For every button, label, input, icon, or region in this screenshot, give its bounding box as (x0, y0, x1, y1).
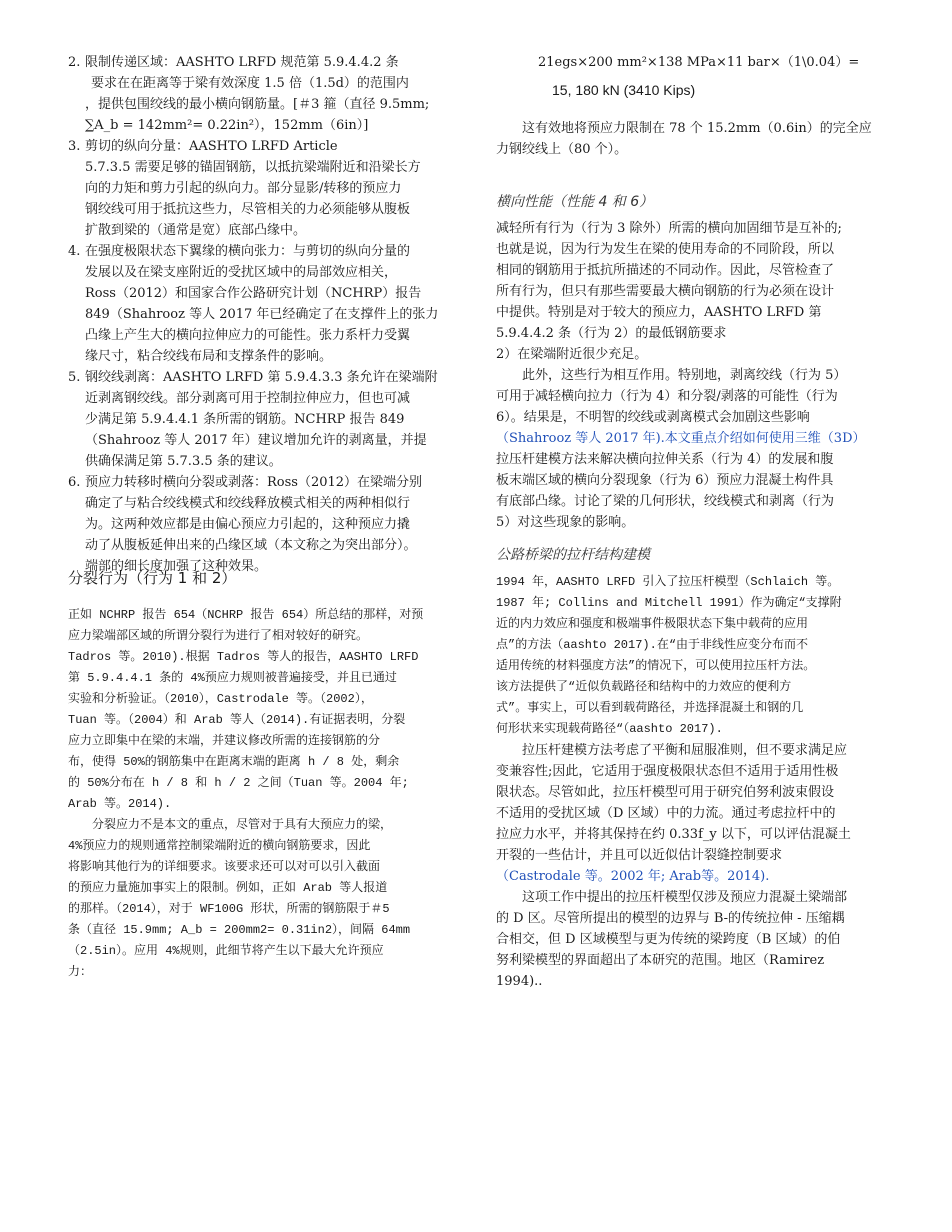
text-line: 近的内力效应和强度和极端事件极限状态下集中载荷的应用 (496, 617, 809, 631)
text-line: 2）在梁端附近很少充足。 (496, 347, 648, 362)
text-line: 可用于减轻横向拉力（行为 4）和分裂/剥落的可能性（行为 (496, 389, 838, 404)
text-line: 适用传统的材料强度方法”的情况下，可以使用拉压杆方法。 (496, 659, 816, 673)
paragraph-transverse-1 (496, 218, 898, 365)
section-heading-strut-tie: 公路桥梁的拉杆结构建模 (496, 547, 650, 563)
paragraph-strut-tie-1 (496, 572, 898, 740)
text-line: 拉应力水平，并将其保持在约 0.33f_y 以下，可以评估混凝土 (496, 827, 851, 842)
text-line: 开裂的一些估计，并且可以近似估计裂缝控制要求 (496, 848, 783, 863)
text-line: 5.9.4.4.2 条（行为 2）的最低钢筋要求 (496, 326, 727, 341)
text-line: 也就是说，因为行为发生在梁的使用寿命的不同阶段，所以 (496, 242, 835, 257)
text-line: 的 50%分布在 h / 8 和 h / 2 之间（Tuan 等。2004 年; (68, 776, 409, 790)
text-line: 凸缘上产生大的横向拉伸应力的可能性。张力系杆力受翼 (85, 328, 411, 343)
text-line: 布，使得 50%的钢筋集中在距离末端的距离 h / 8 处，剩余 (68, 755, 400, 769)
paragraph-strand-limit (496, 118, 898, 160)
text-line: 端部的细长度加强了这种效果。 (85, 559, 268, 574)
text-line: 849（Shahrooz 等人 2017 年已经确定了在支撑件上的张力 (85, 307, 439, 322)
behavior-list (68, 52, 473, 577)
text-line: 限状态。尽管如此，拉压杆模型可用于研究伯努利波束假设 (496, 785, 835, 800)
text-line: 缘尺寸，粘合绞线布局和支撑条件的影响。 (85, 349, 333, 364)
text-line: （Castrodale 等。2002 年; Arab等。2014). (496, 869, 770, 884)
text-line: 分裂应力不是本文的重点，尽管对于具有大预应力的梁， (92, 818, 393, 832)
prestress-result: 15, 180 kN (3410 Kips) (552, 82, 696, 98)
text-line: 将影响其他行为的详细要求。该要求还可以对可以引入截面 (68, 860, 381, 874)
text-line: 板末端区域的横向分裂现象（行为 6）预应力混凝土构件具 (496, 473, 834, 488)
text-line: 合相交，但 D 区域模型与更为传统的梁跨度（B 区域）的伯 (496, 932, 841, 947)
text-line: 确定了与粘合绞线模式和绞线释放模式相关的两种相似行 (85, 496, 411, 511)
list-number: 5. (68, 370, 81, 385)
text-line: 的 D 区。尽管所提出的模型的边界与 B-的传统拉伸 - 压缩耦 (496, 911, 845, 926)
paragraph-transverse-2 (496, 365, 898, 533)
list-number: 4. (68, 244, 81, 259)
text-line: （Shahrooz 等人 2017 年）建议增加允许的剥离量，并提 (85, 433, 427, 448)
list-number: 3. (68, 139, 81, 154)
text-line: 拉压杆建模方法考虑了平衡和屈服准则，但不要求满足应 (522, 743, 848, 758)
text-line: ∑A_b = 142mm²= 0.22in²），152mm（6in）] (85, 118, 369, 133)
text-line: Arab 等。2014). (68, 797, 172, 811)
text-line: 点”的方法（aashto 2017).在“由于非线性应变分布而不 (496, 638, 809, 652)
prestress-formula: 21egs×200 mm²×138 MPa×11 bar×（1\0.04）= (538, 55, 860, 70)
text-line: 4%预应力的规则通常控制梁端附近的横向钢筋要求，因此 (68, 839, 371, 853)
text-line: 条（直径 15.9mm; A_b = 200mm2= 0.31in2），间隔 64mm (68, 923, 411, 937)
list-item (68, 52, 473, 136)
text-line: 动了从腹板延伸出来的凸缘区域（本文称之为突出部分）。 (85, 538, 417, 553)
text-line: 为。这两种效应都是由偏心预应力引起的，这种预应力撬 (85, 517, 411, 532)
text-line: 第 5.9.4.4.1 条的 4%预应力规则被普遍接受，并且已通过 (68, 671, 397, 685)
text-line: 该方法提供了“近似负载路径和结构中的力效应的便利方 (496, 680, 792, 694)
text-line: Tuan 等。（2004）和 Arab 等人（2014).有证据表明，分裂 (68, 713, 406, 727)
list-item (68, 472, 473, 577)
text-line: 6）。结果是，不明智的绞线或剥离模式会加剧这些影响 (496, 410, 810, 425)
paragraph-splitting-1 (68, 605, 473, 815)
list-number: 2. (68, 55, 81, 70)
list-item (68, 367, 473, 472)
section-heading-transverse: 横向性能（性能 4 和 6） (496, 194, 654, 210)
text-line: 相同的钢筋用于抵抗所描述的不同动作。因此，尽管检查了 (496, 263, 835, 278)
text-line: 这项工作中提出的拉压杆模型仅涉及预应力混凝土梁端部 (522, 890, 848, 905)
text-line: 不适用的受扰区域（D 区域）中的力流。通过考虑拉杆中的 (496, 806, 836, 821)
text-line: 此外，这些行为相互作用。特别地，剥离绞线（行为 5） (522, 368, 847, 383)
text-line: 5.7.3.5 需要足够的锚固钢筋，以抵抗梁端附近和沿梁长方 (85, 160, 421, 175)
text-line: （Shahrooz 等人 2017 年).本文重点介绍如何使用三维（3D） (496, 431, 866, 446)
text-line: 5）对这些现象的影响。 (496, 515, 635, 530)
text-line: Tadros 等。2010).根据 Tadros 等人的报告，AASHTO LRFD (68, 650, 419, 664)
text-line: 钢绞线剥离：AASHTO LRFD 第 5.9.4.3.3 条允许在梁端附 (85, 370, 438, 385)
text-line: 的预应力量施加事实上的限制。例如，正如 Arab 等人报道 (68, 881, 388, 895)
text-line: ，提供包围绞线的最小横向钢筋量。[＃3 箍（直径 9.5mm; (85, 97, 430, 112)
text-line: 实验和分析验证。（2010），Castrodale 等。（2002）， (68, 692, 373, 706)
text-line: 发展以及在梁支座附近的受扰区域中的局部效应相关， (85, 265, 398, 280)
text-line: 近剥离钢绞线。部分剥离可用于控制拉伸应力，但也可减 (85, 391, 411, 406)
text-line: 1994 年，AASHTO LRFD 引入了拉压杆模型（Schlaich 等。 (496, 575, 840, 589)
text-line: 减轻所有行为（行为 3 除外）所需的横向加固细节是互补的; (496, 221, 842, 236)
text-line: 何形状来实现载荷路径“（aashto 2017). (496, 722, 723, 736)
list-item (68, 136, 473, 241)
paragraph-strut-tie-3 (496, 887, 898, 992)
text-line: 变兼容性;因此，它适用于强度极限状态但不适用于适用性极 (496, 764, 839, 779)
text-line: （2.5in）。应用 4%规则，此细节将产生以下最大允许预应 (68, 944, 384, 958)
text-line: 努利梁模型的界面超出了本研究的范围。地区（Ramirez (496, 953, 825, 968)
text-line: 所有行为，但只有那些需要最大横向钢筋的行为必须在设计 (496, 284, 835, 299)
text-line: Ross（2012）和国家合作公路研究计划（NCHRP）报告 (85, 286, 422, 301)
text-line: 这有效地将预应力限制在 78 个 15.2mm（0.6in）的完全应 (522, 121, 872, 136)
text-line: 应力立即集中在梁的末端，并建议修改所需的连接钢筋的分 (68, 734, 381, 748)
list-number: 6. (68, 475, 81, 490)
text-line: 扩散到梁的（通常是宽）底部凸缘中。 (85, 223, 307, 238)
text-line: 的那样。（2014），对于 WF100G 形状，所需的钢筋限于＃5 (68, 902, 390, 916)
text-line: 有底部凸缘。讨论了梁的几何形状，绞线模式和剥离（行为 (496, 494, 835, 509)
text-line: 1994).. (496, 974, 543, 989)
text-line: 中提供。特别是对于较大的预应力，AASHTO LRFD 第 (496, 305, 822, 320)
text-line: 少满足第 5.9.4.4.1 条所需的钢筋。NCHRP 报告 849 (85, 412, 405, 427)
text-line: 式”。事实上，可以看到载荷路径，并选择混凝土和钢的几 (496, 701, 804, 715)
text-line: 力： (68, 965, 93, 979)
text-line: 剪切的纵向分量：AASHTO LRFD Article (85, 139, 338, 154)
text-line: 应力梁端部区域的所谓分裂行为进行了相对较好的研究。 (68, 629, 369, 643)
text-line: 要求在在距离等于梁有效深度 1.5 倍（1.5d）的范围内 (91, 76, 409, 91)
text-line: 预应力转移时横向分裂或剥落：Ross（2012）在梁端分别 (85, 475, 423, 490)
text-line: 供确保满足第 5.7.3.5 条的建议。 (85, 454, 282, 469)
text-line: 在强度极限状态下翼缘的横向张力：与剪切的纵向分量的 (85, 244, 411, 259)
text-line: 力钢绞线上（80 个）。 (496, 142, 628, 157)
section-heading-splitting: 分裂行为（行为 1 和 2） (68, 569, 237, 587)
text-line: 限制传递区域：AASHTO LRFD 规范第 5.9.4.4.2 条 (85, 55, 399, 70)
text-line: 1987 年; Collins and Mitchell 1991）作为确定“支撑附 (496, 596, 842, 610)
text-line: 钢绞线可用于抵抗这些力，尽管相关的力必须能够从腹板 (85, 202, 411, 217)
paragraph-splitting-2 (68, 815, 473, 983)
text-line: 正如 NCHRP 报告 654（NCHRP 报告 654）所总结的那样，对预 (68, 608, 424, 622)
paragraph-strut-tie-2 (496, 740, 898, 887)
list-item (68, 241, 473, 367)
text-line: 拉压杆建模方法来解决横向拉伸关系（行为 4）的发展和腹 (496, 452, 834, 467)
text-line: 向的力矩和剪力引起的纵向力。部分显影/转移的预应力 (85, 181, 402, 196)
